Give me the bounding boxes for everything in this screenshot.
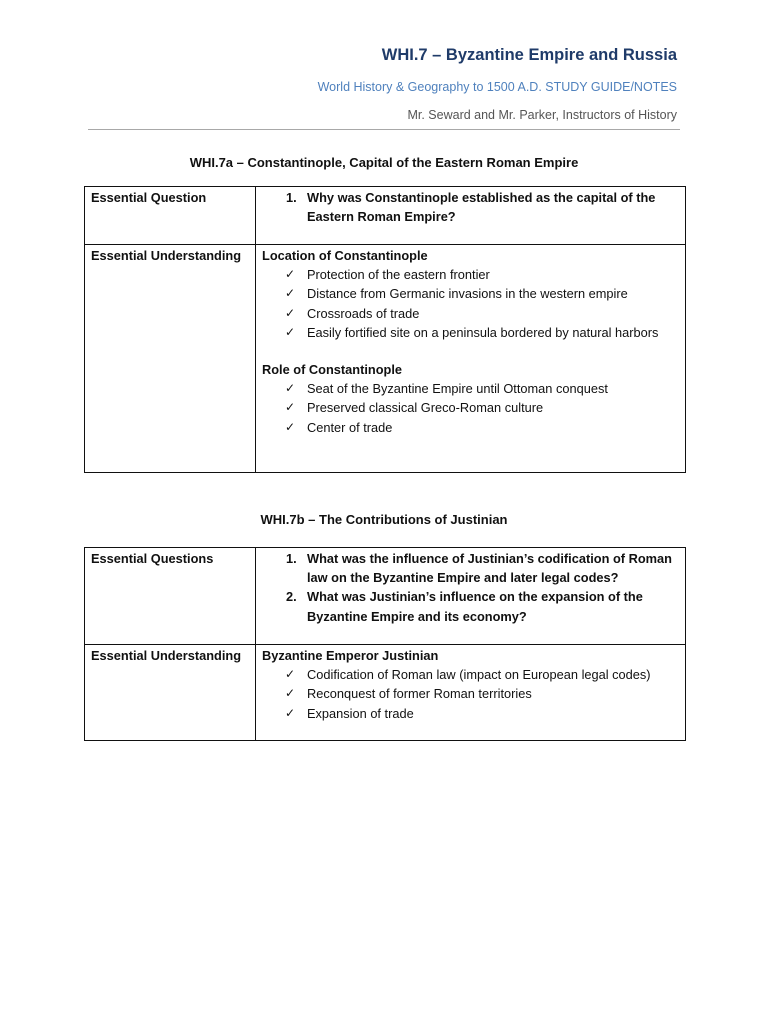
list-item [262,284,680,303]
question-number: 1. [286,551,297,566]
list-item [262,379,680,398]
essential-understanding-row [85,245,686,473]
document-subtitle: World History & Geography to 1500 A.D. STUDY GUIDE/NOTES [317,80,677,94]
essential-understanding-cell [256,245,686,473]
document-title: WHI.7 – Byzantine Empire and Russia [381,46,677,64]
checkmark-icon: ✓ [285,419,296,434]
checkmark-icon: ✓ [285,686,296,701]
location-heading: Location of Constantinople [262,248,428,263]
essential-understanding-label: Essential Understanding [85,245,256,473]
essential-question-label: Essential Question [85,187,256,245]
question-text: Why was Constantinople established as the capital of the Eastern Roman Empire? [307,190,656,225]
role-list [262,379,680,437]
essential-question-row [85,187,686,245]
checkmark-icon: ✓ [285,286,296,301]
checkmark-icon: ✓ [285,705,296,720]
list-item [262,323,680,342]
list-item [262,704,680,723]
checkmark-icon: ✓ [285,381,296,396]
question-text: What was the influence of Justinian’s codification of Roman law on the Byzantine Empire and later legal codes? [307,551,672,586]
list-item-text: Seat of the Byzantine Empire until Ottoman conquest [307,381,608,397]
list-item [262,304,680,323]
list-item-text: Reconquest of former Roman territories [307,686,532,702]
question-item [262,188,680,226]
question-item [262,549,680,587]
essential-questions-cell [256,548,686,645]
list-item-text: Easily fortified site on a peninsula bordered by natural harbors [307,324,659,340]
section-b-title: WHI.7b – The Contributions of Justinian [260,512,508,527]
header-divider [88,129,680,130]
checkmark-icon: ✓ [285,400,296,415]
essential-questions-row [85,548,686,645]
checkmark-icon: ✓ [285,324,296,339]
list-item [262,418,680,437]
essential-question-cell [256,187,686,245]
list-item-text: Crossroads of trade [307,305,420,321]
location-list [262,265,680,342]
list-item-text: Center of trade [307,419,393,435]
justinian-heading: Byzantine Emperor Justinian [262,648,439,663]
checkmark-icon: ✓ [285,305,296,320]
list-item-text: Preserved classical Greco-Roman culture [307,400,544,416]
instructors-line: Mr. Seward and Mr. Parker, Instructors of History [407,108,677,122]
checkmark-icon: ✓ [285,267,296,282]
question-item [262,587,680,625]
list-item-text: Expansion of trade [307,705,414,721]
checkmark-icon: ✓ [285,667,296,682]
section-a-title: WHI.7a – Constantinople, Capital of the Eastern Roman Empire [189,155,579,170]
role-heading: Role of Constantinople [262,362,403,378]
list-item [262,265,680,284]
question-list [262,549,680,626]
section-b-table [84,547,686,741]
essential-understanding-label: Essential Understanding [85,645,256,741]
question-number: 1. [286,190,297,205]
question-number: 2. [286,589,297,605]
list-item-text: Protection of the eastern frontier [307,267,490,283]
essential-understanding-cell [256,645,686,741]
list-item [262,665,680,684]
essential-questions-label: Essential Questions [85,548,256,645]
question-text: What was Justinian’s influence on the expansion of the Byzantine Empire and its economy? [307,589,643,624]
list-item [262,684,680,703]
section-a-table [84,186,686,473]
justinian-list [262,665,680,723]
question-list [262,188,680,226]
list-item-text: Codification of Roman law (impact on European legal codes) [307,667,651,683]
essential-understanding-row [85,645,686,741]
list-item-text: Distance from Germanic invasions in the western empire [307,286,628,302]
spacer [262,342,680,360]
list-item [262,398,680,417]
